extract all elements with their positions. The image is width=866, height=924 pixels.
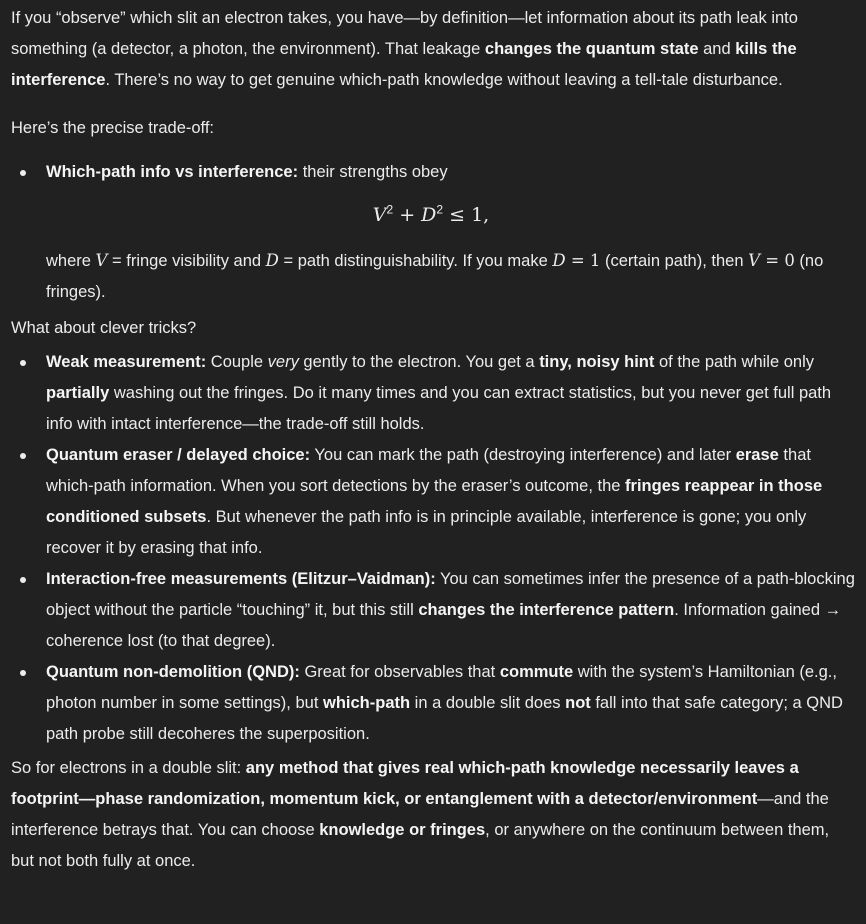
list-item-quantum-eraser [11,440,856,564]
eq-exponent: 2 [386,202,394,217]
math-d: D [552,251,566,270]
math-equals-zero: = 0 [760,251,795,270]
complementarity-equation [46,200,856,231]
intro-text: and [698,40,736,58]
tradeoff-text: their strengths obey [298,163,448,181]
item-text: of the path while only [654,353,814,371]
conclusion-text: —and the interference betrays that. You can choose [11,790,829,839]
eq-v: V [372,204,387,226]
item-bold: not [565,694,591,712]
eq-plus: + [393,204,422,226]
item-title: Interaction-free measurements (Elitzur–Vaidman): [46,570,436,588]
explanation-text: (certain path), then [600,252,749,270]
item-bold: which-path [323,694,411,712]
item-text: with the system’s Hamiltonian (e.g., photon number in some settings), but [46,663,837,712]
intro-paragraph [11,3,856,96]
item-text: . Information gained → coherence lost (to that degree). [46,601,842,650]
item-bold: erase [735,446,779,464]
list-item-qnd [11,657,856,750]
intro-text: . There’s no way to get genuine which-path knowledge without leaving a tell-tale disturbance. [105,71,783,89]
intro-text: If you “observe” which slit an electron takes, you have—by definition—let information about its path leak into something (a detector, a photon, the environment). That leakage [11,9,798,58]
conclusion-bold: knowledge or fringes [319,821,486,839]
item-text: washing out the fringes. Do it many times and you can extract statistics, but you never get full path info with intact interference—the trade-off still holds. [46,384,832,433]
eq-d: D [421,204,437,226]
eq-exponent: 2 [436,202,444,217]
list-item [11,157,856,308]
item-text: You can mark the path (destroying interference) and later [310,446,736,464]
item-text: Couple [206,353,268,371]
list-item-weak-measurement [11,347,856,440]
equation-explanation [46,245,856,308]
tricks-list [11,347,856,750]
explanation-text: (no fringes). [46,252,824,301]
explanation-text: = path distinguishability. If you make [278,252,553,270]
item-text: in a double slit does [410,694,566,712]
tricks-lead: What about clever tricks? [11,319,197,337]
item-text: that which-path information. When you sort detections by the eraser’s outcome, the [46,446,811,495]
eq-rest: ≤ 1, [443,204,490,226]
math-v: V [748,251,761,270]
intro-bold-state: changes the quantum state [484,40,699,58]
math-v: V [95,251,108,270]
item-bold: commute [499,663,574,681]
list-item-interaction-free [11,564,856,657]
item-italic: very [267,353,299,371]
item-title: Weak measurement: [46,353,207,371]
conclusion-text: , or anywhere on the continuum between them, but not both fully at once. [11,821,830,870]
intro-bold-interference: kills the interference [11,40,797,89]
item-title: Quantum non-demolition (QND): [46,663,300,681]
explanation-text: = fringe visibility and [107,252,266,270]
item-text: You can sometimes infer the presence of a path-blocking object without the particle “touching” it, but this still [46,570,855,619]
conclusion-text: So for electrons in a double slit: [11,759,246,777]
tradeoff-title: Which-path info vs interference: [46,163,299,181]
item-text: fall into that safe category; a QND path probe still decoheres the superposition. [46,694,843,743]
item-text: . But whenever the path info is in principle available, interference is gone; you only recover it by erasing that info. [46,508,807,557]
math-d: D [265,251,279,270]
tradeoff-lead: Here’s the precise trade-off: [11,119,214,137]
item-text: Great for observables that [299,663,500,681]
conclusion-bold: any method that gives real which-path knowledge necessarily leaves a footprint—phase randomization, momentum kick, or entanglement with a detector/environment [11,759,799,808]
item-text: gently to the electron. You get a [298,353,540,371]
item-bold: partially [46,384,110,402]
tradeoff-list [11,157,856,308]
item-bold: tiny, noisy hint [539,353,655,371]
item-bold: fringes reappear in those conditioned subsets [46,477,823,526]
item-bold: changes the interference pattern [418,601,675,619]
explanation-text: where [46,252,96,270]
math-equals-one: = 1 [565,251,601,270]
conclusion-paragraph [11,753,856,877]
item-title: Quantum eraser / delayed choice: [46,446,311,464]
